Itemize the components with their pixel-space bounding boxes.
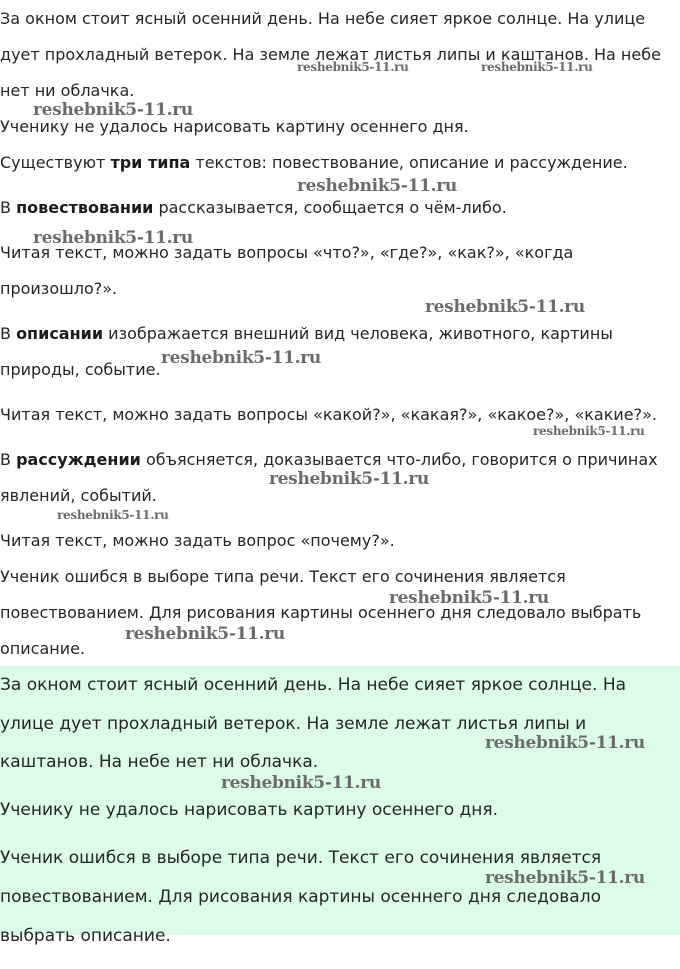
- answer-line: Ученик ошибся в выборе типа речи. Текст его сочинения является: [0, 848, 602, 868]
- text-line: Читая текст, можно задать вопросы «что?», «где?», «как?», «когда: [0, 243, 574, 262]
- answer-line: улице дует прохладный ветерок. На земле лежат листья липы и: [0, 714, 587, 734]
- text-line: явлений, событий.: [0, 486, 157, 505]
- watermark: reshebnik5-11.ru: [269, 469, 429, 489]
- watermark: reshebnik5-11.ru: [533, 424, 645, 438]
- answer-line: каштанов. На небе нет ни облачка.: [0, 752, 319, 772]
- bold-term: повествовании: [16, 198, 154, 217]
- answer-line: выбрать описание.: [0, 926, 171, 946]
- watermark: reshebnik5-11.ru: [485, 733, 645, 753]
- watermark: reshebnik5-11.ru: [221, 773, 381, 793]
- text-line: нет ни облачка.: [0, 81, 135, 100]
- bold-term: три типа: [110, 153, 191, 172]
- answer-box: [0, 666, 680, 946]
- text-line: дует прохладный ветерок. На земле лежат листья липы и каштанов. На небе: [0, 45, 661, 64]
- bold-term: рассуждении: [16, 450, 141, 469]
- text-line: Читая текст, можно задать вопросы «какой?», «какая?», «какое?», «какие?».: [0, 405, 657, 424]
- watermark: reshebnik5-11.ru: [57, 508, 169, 522]
- text-line: В рассуждении объясняется, доказывается что-либо, говорится о причинах: [0, 450, 658, 469]
- text-line: природы, событие.: [0, 360, 161, 379]
- watermark: reshebnik5-11.ru: [161, 348, 321, 368]
- bold-term: описании: [16, 324, 104, 343]
- watermark: reshebnik5-11.ru: [33, 228, 193, 248]
- answer-line: Ученику не удалось нарисовать картину осеннего дня.: [0, 800, 499, 820]
- answer-line: За окном стоит ясный осенний день. На небе сияет яркое солнце. На: [0, 675, 627, 695]
- text-line: Читая текст, можно задать вопрос «почему?».: [0, 531, 395, 550]
- answer-line: повествованием. Для рисования картины осеннего дня следовало: [0, 887, 601, 907]
- watermark: reshebnik5-11.ru: [33, 100, 193, 120]
- watermark: reshebnik5-11.ru: [125, 624, 285, 644]
- text-line: описание.: [0, 639, 86, 658]
- text-line: За окном стоит ясный осенний день. На небе сияет яркое солнце. На улице: [0, 9, 646, 28]
- watermark: reshebnik5-11.ru: [485, 868, 645, 888]
- text-line: произошло?».: [0, 279, 118, 298]
- watermark: reshebnik5-11.ru: [297, 60, 409, 74]
- watermark: reshebnik5-11.ru: [389, 588, 549, 608]
- text-line: повествованием. Для рисования картины осеннего дня следовало выбрать: [0, 603, 642, 622]
- text-line: В повествовании рассказывается, сообщается о чём-либо.: [0, 198, 507, 217]
- text-line: Существуют три типа текстов: повествование, описание и рассуждение.: [0, 153, 628, 172]
- watermark: reshebnik5-11.ru: [425, 297, 585, 317]
- watermark: reshebnik5-11.ru: [297, 176, 457, 196]
- text-line: Ученику не удалось нарисовать картину осеннего дня.: [0, 117, 469, 136]
- text-line: В описании изображается внешний вид человека, животного, картины: [0, 324, 613, 343]
- watermark: reshebnik5-11.ru: [481, 60, 593, 74]
- text-line: Ученик ошибся в выборе типа речи. Текст его сочинения является: [0, 567, 566, 586]
